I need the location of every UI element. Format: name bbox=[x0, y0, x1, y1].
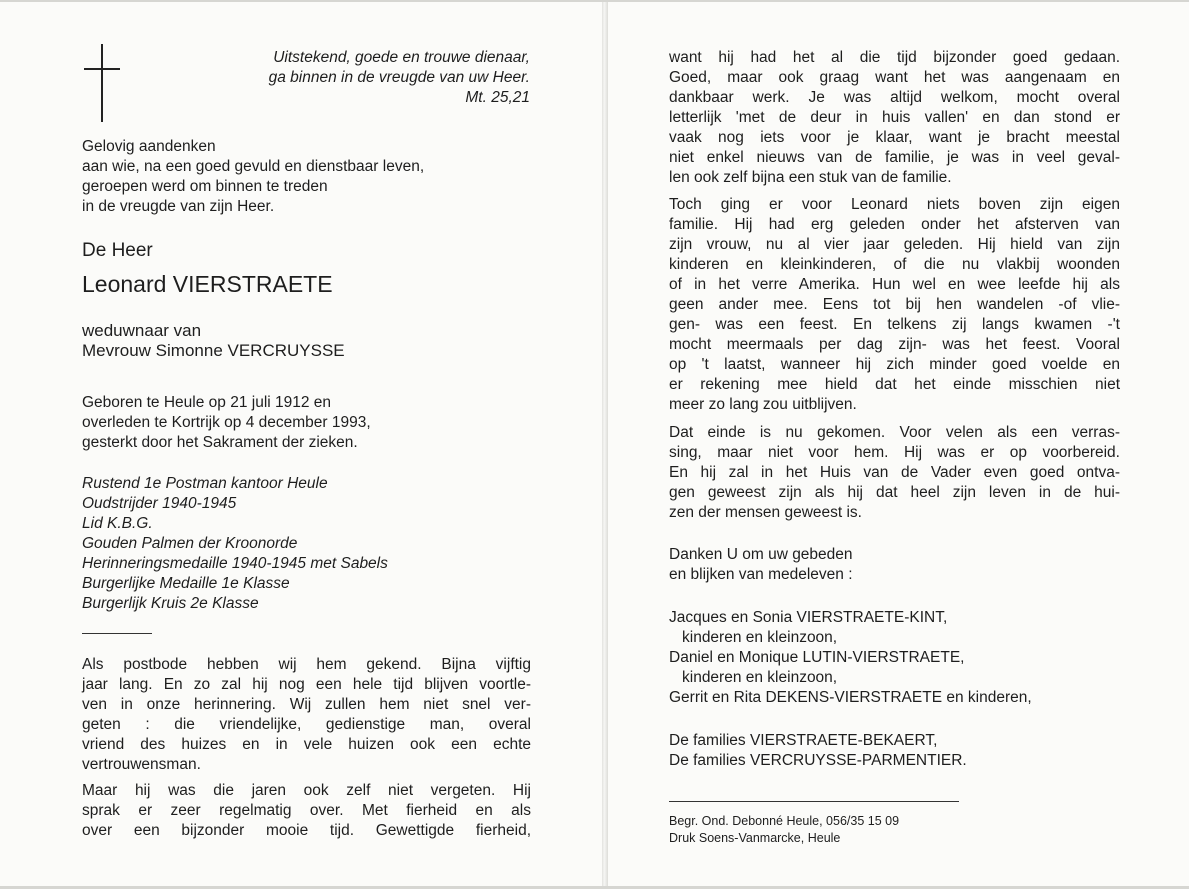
text-line: zen der mensen geweest is. bbox=[669, 504, 862, 521]
text-line: ven in onze herinnering. Wij zullen hem niet snel ver- bbox=[82, 696, 531, 713]
dates-line: overleden te Kortrijk op 4 december 1993, bbox=[82, 414, 371, 431]
text-line: Maar hij was die jaren ook zelf niet vergeten. Hij bbox=[82, 782, 531, 799]
text-line: Goed, maar ook graag want het was aangenaam en bbox=[669, 69, 1120, 86]
text-line: kinderen en kleinkinderen, of die nu vlakbij woonden bbox=[669, 256, 1120, 273]
family-line: Gerrit en Rita DEKENS-VIERSTRAETE en kinderen, bbox=[669, 689, 1032, 706]
card-fold bbox=[602, 0, 608, 889]
families-line: De families VERCRUYSSE-PARMENTIER. bbox=[669, 752, 967, 769]
title-line: Burgerlijk Kruis 2e Klasse bbox=[82, 595, 259, 612]
card-edge-top bbox=[0, 0, 1189, 2]
cross-icon-bar bbox=[84, 68, 120, 70]
text-line: over een bijzonder mooie tijd. Gewettigde fierheid, bbox=[82, 822, 531, 839]
title-line: Burgerlijke Medaille 1e Klasse bbox=[82, 575, 290, 592]
intro-line: aan wie, na een goed gevuld en dienstbaar leven, bbox=[82, 158, 425, 175]
text-line: niet enkel nieuws van de familie, je was in veel geval- bbox=[669, 149, 1120, 166]
cross-icon bbox=[101, 44, 103, 122]
title-line: Oudstrijder 1940-1945 bbox=[82, 495, 237, 512]
title-line: Gouden Palmen der Kroonorde bbox=[82, 535, 298, 552]
text-line: len ook zelf bijna een stuk van de familie. bbox=[669, 169, 952, 186]
text-line: gen geweest zijn als hij dat heel zijn leven in de hui- bbox=[669, 484, 1120, 501]
intro-line: Gelovig aandenken bbox=[82, 138, 216, 155]
text-line: sing, maar niet voor hem. Hij was er op voorbereid. bbox=[669, 444, 1120, 461]
text-line: want hij had het al die tijd bijzonder goed gedaan. bbox=[669, 49, 1120, 66]
text-line: gen- was een feest. En telkens zij langs kwamen -'t bbox=[669, 316, 1120, 333]
title-line: Herinneringsmedaille 1940-1945 met Sabels bbox=[82, 555, 388, 572]
text-line: geten : die vriendelijke, gedienstige man, overal bbox=[82, 716, 531, 733]
text-line: sprak er zeer regelmatig over. Met fierheid en als bbox=[82, 802, 531, 819]
thanks-line: en blijken van medeleven : bbox=[669, 566, 853, 583]
text-line: Toch ging er voor Leonard niets boven zijn eigen bbox=[669, 196, 1120, 213]
dates-line: Geboren te Heule op 21 juli 1912 en bbox=[82, 394, 332, 411]
text-line: op 't laatst, wanneer hij zich minder goed voelde en bbox=[669, 356, 1120, 373]
text-line: vriend des huizes en in vele huizen ook een echte bbox=[82, 736, 531, 753]
family-line: Jacques en Sonia VIERSTRAETE-KINT, bbox=[669, 609, 948, 626]
printer-line: Druk Soens-Vanmarcke, Heule bbox=[669, 831, 841, 845]
title-line: Lid K.B.G. bbox=[82, 515, 153, 532]
text-line: meer zo lang zou uitblijven. bbox=[669, 396, 857, 413]
motto-reference: Mt. 25,21 bbox=[465, 89, 530, 106]
text-line: geen ander mee. Eens tot bij hen wandelen -of vlie- bbox=[669, 296, 1120, 313]
text-line: Dat einde is nu gekomen. Voor velen als een verras- bbox=[669, 424, 1120, 441]
title-line: Rustend 1e Postman kantoor Heule bbox=[82, 475, 328, 492]
honorific: De Heer bbox=[82, 240, 153, 261]
thanks-line: Danken U om uw gebeden bbox=[669, 546, 853, 563]
text-line: er rekening mee hield dat het einde misschien niet bbox=[669, 376, 1120, 393]
motto-line: ga binnen in de vreugde van uw Heer. bbox=[268, 69, 530, 86]
printer-line: Begr. Ond. Debonné Heule, 056/35 15 09 bbox=[669, 814, 900, 828]
dates-line: gesterkt door het Sakrament der zieken. bbox=[82, 434, 358, 451]
family-line: kinderen en kleinzoon, bbox=[682, 629, 838, 646]
text-line: dankbaar werk. Je was altijd welkom, mocht overal bbox=[669, 89, 1120, 106]
text-line: letterlijk 'met de deur in huis vallen' en dan stond er bbox=[669, 109, 1120, 126]
deceased-name: Leonard VIERSTRAETE bbox=[82, 271, 333, 297]
intro-line: in de vreugde van zijn Heer. bbox=[82, 198, 275, 215]
spouse-line: Mevrouw Simonne VERCRUYSSE bbox=[82, 341, 345, 360]
intro-line: geroepen werd om binnen te treden bbox=[82, 178, 328, 195]
text-line: mocht meermaals per dag zijn- was het feest. Vooral bbox=[669, 336, 1120, 353]
divider bbox=[82, 633, 152, 634]
text-line: vaak nog iets voor je klaar, want je bracht meestal bbox=[669, 129, 1120, 146]
divider bbox=[669, 801, 959, 802]
spouse-line: weduwnaar van bbox=[82, 321, 202, 340]
text-line: zijn vrouw, nu al vier jaar geleden. Hij hield van zijn bbox=[669, 236, 1120, 253]
family-line: Daniel en Monique LUTIN-VIERSTRAETE, bbox=[669, 649, 965, 666]
families-line: De families VIERSTRAETE-BEKAERT, bbox=[669, 732, 938, 749]
text-line: jaar lang. En zo zal hij nog een hele tijd blijven voortle- bbox=[82, 676, 531, 693]
family-line: kinderen en kleinzoon, bbox=[682, 669, 838, 686]
motto-line: Uitstekend, goede en trouwe dienaar, bbox=[273, 49, 530, 66]
text-line: vertrouwensman. bbox=[82, 756, 201, 773]
text-line: of in het verre Amerika. Hun wel en wee leefde hij als bbox=[669, 276, 1120, 293]
text-line: Als postbode hebben wij hem gekend. Bijna vijftig bbox=[82, 656, 531, 673]
text-line: En hij zal in het Huis van de Vader even goed ontva- bbox=[669, 464, 1120, 481]
text-line: familie. Hij had erg geleden onder het afsterven van bbox=[669, 216, 1120, 233]
